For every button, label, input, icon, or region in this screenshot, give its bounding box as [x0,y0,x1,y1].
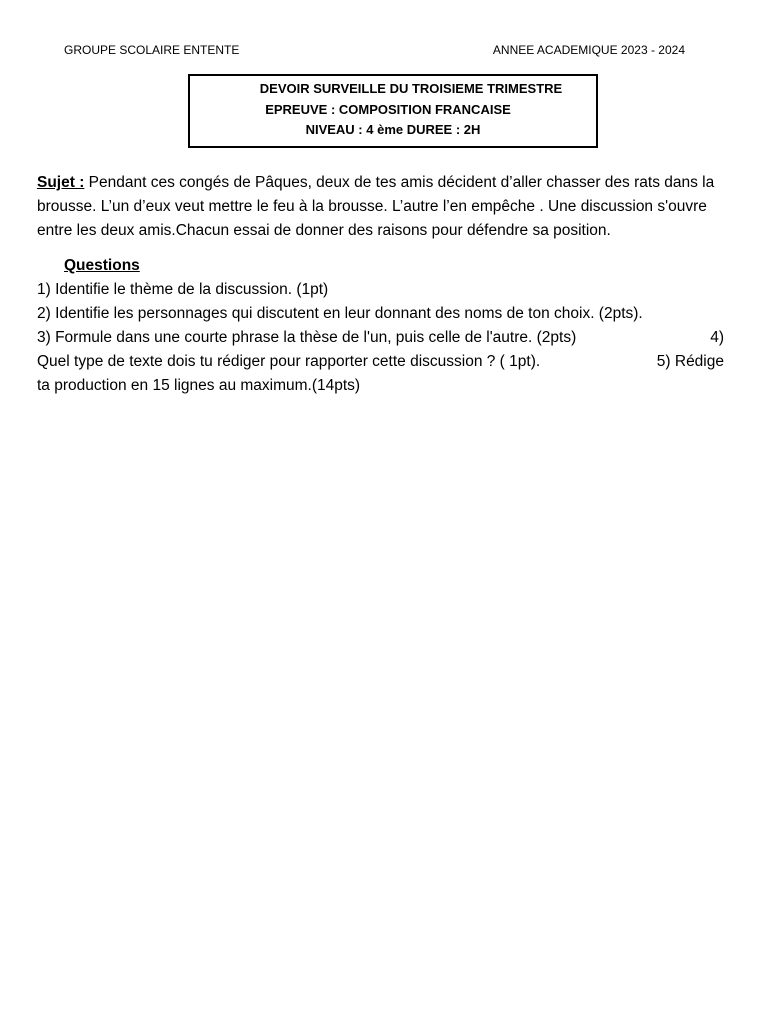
question-3: 3) Formule dans une courte phrase la thèse de l'un, puis celle de l'autre. (2pts) [37,329,577,346]
subject-label: Sujet : [37,174,85,191]
exam-level-duration: NIVEAU : 4 ème DUREE : 2H [305,122,481,137]
subject-text: Pendant ces congés de Pâques, deux de tes amis décident d’aller chasser des rats dans la brousse. L’un d’eux veut mettre le feu à la brousse. L’autre l’en empêche . Une discussion s'ouvre entre les deux amis.Chacun essai de donner des raisons pour défendre sa position. [37,174,715,239]
question-2: 2) Identifie les personnages qui discutent en leur donnant des noms de ton choix. (2pts). [37,305,643,322]
question-5: ta production en 15 lignes au maximum.(14pts) [37,377,361,394]
question-4-line [37,350,724,374]
question-4-number: 4) [710,329,724,346]
exam-subject: EPREUVE : COMPOSITION FRANCAISE [265,101,511,117]
question-3-line [37,326,724,350]
question-1: 1) Identifie le thème de la discussion. (1pt) [37,281,329,298]
exam-title-box [188,74,598,148]
question-4: Quel type de texte dois tu rédiger pour rapporter cette discussion ? ( 1pt). [37,353,541,370]
document-header [64,43,685,57]
exam-title: DEVOIR SURVEILLE DU TROISIEME TRIMESTRE [259,81,563,96]
subject-paragraph [37,171,724,243]
question-5-start: 5) Rédige [656,353,724,370]
academic-year: ANNEE ACADEMIQUE 2023 - 2024 [492,43,685,57]
exam-content [37,171,724,398]
questions-title: Questions [64,257,140,274]
school-name: GROUPE SCOLAIRE ENTENTE [64,43,240,57]
